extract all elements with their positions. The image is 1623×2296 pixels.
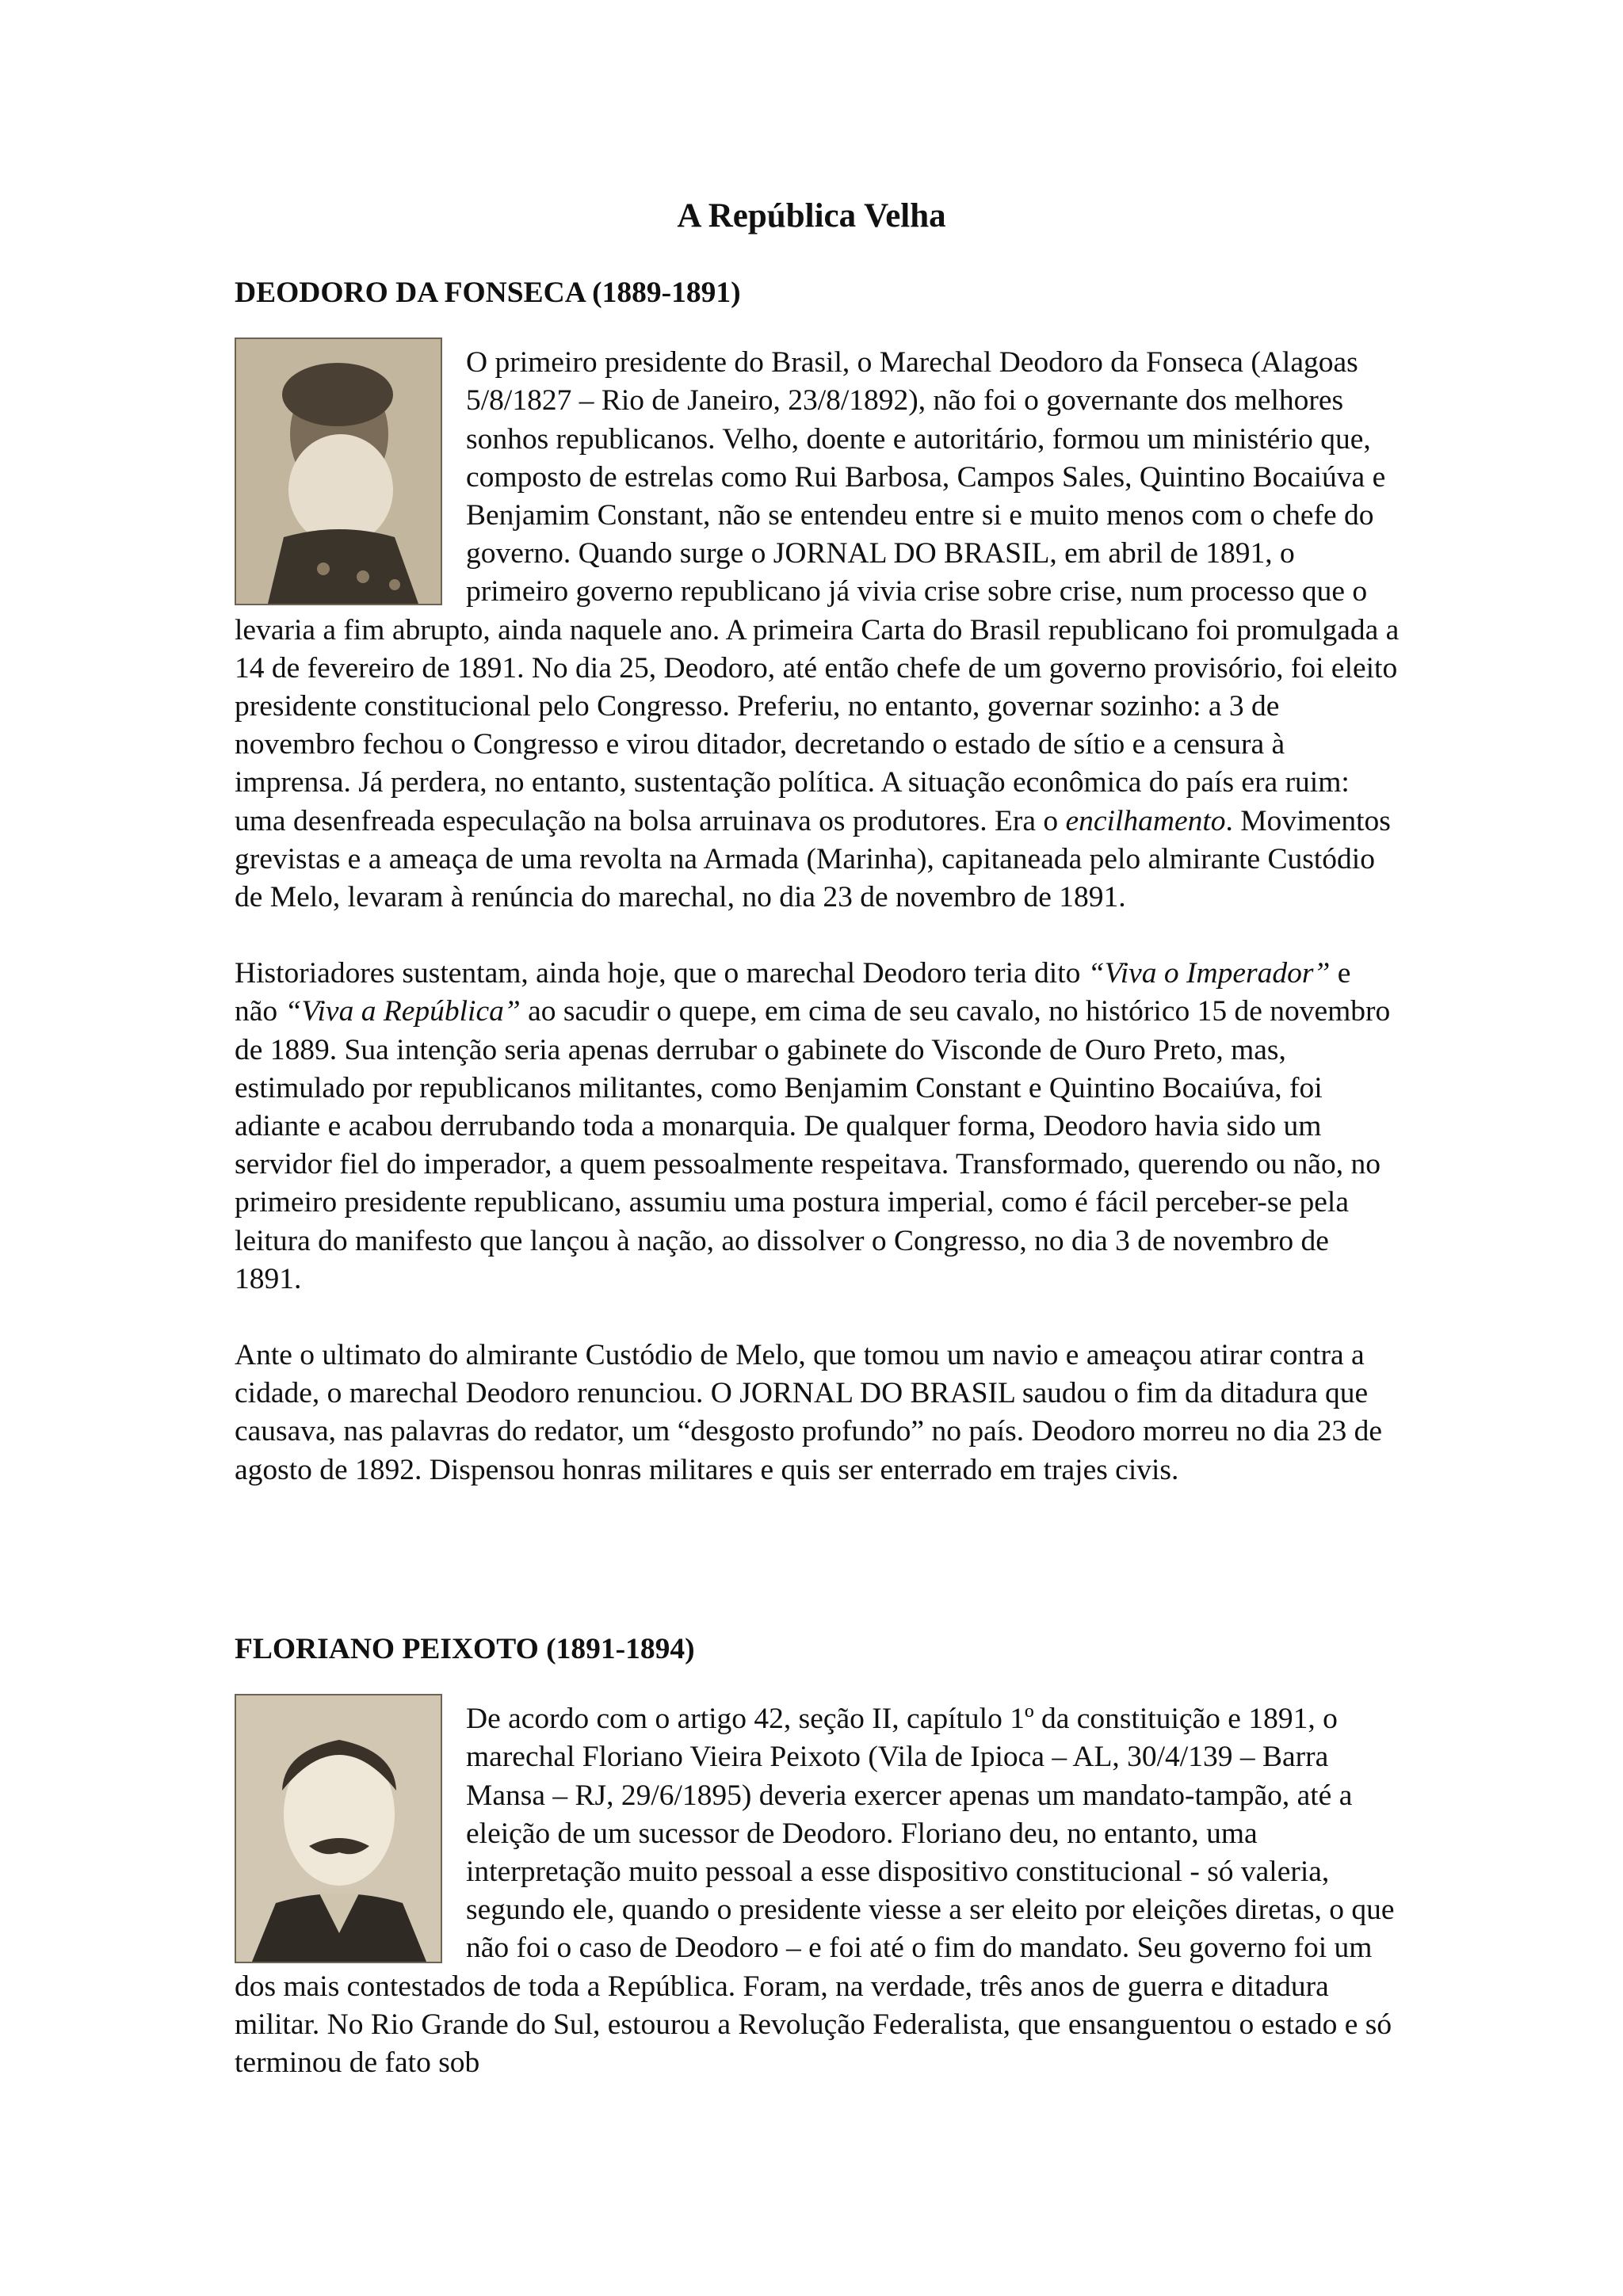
paragraph: Ante o ultimato do almirante Custódio de Melo, que tomou um navio e ameaçou atirar contra a cidade, o marechal Deodoro renunciou. O JORNAL DO BRASIL saudou o fim da ditadura que causava, nas palavras do redator, um “desgosto profundo” no país. Deodoro morreu no dia 23 de agosto de 1892. Dispensou honras militares e quis ser enterrado em trajes civis. <box>235 1339 1383 1486</box>
portrait-floriano-photo <box>235 1694 442 1963</box>
page-title: A República Velha <box>677 197 946 235</box>
section-floriano <box>235 1630 1400 2082</box>
paragraph: Historiadores sustentam, ainda hoje, que o marechal Deodoro teria dito “Viva o Imperador” e não “Viva a República” ao sacudir o quepe, em cima de seu cavalo, no histórico 15 de novembro de 1889. Sua intenção seria apenas derrubar o gabinete do Visconde de Ouro Preto, mas, estimulado por republicanos militantes, como Benjamim Constant e Quintino Bocaiúva, foi adiante e acabou derrubando toda a monarquia. De qualquer forma, Deodoro havia sido um servidor fiel do imperador, a quem pessoalmente respeitava. Transformado, querendo ou não, no primeiro presidente republicano, assumiu uma postura imperial, como é fácil perceber-se pela leitura do manifesto que lançou à nação, ao dissolver o Congresso, no dia 3 de novembro de 1891. <box>235 957 1391 1295</box>
paragraph: De acordo com o artigo 42, seção II, capítulo 1º da constituição e 1891, o marechal Floriano Vieira Peixoto (Vila de Ipioca – AL, 30/4/139 – Barra Mansa – RJ, 29/6/1895) deveria exercer apenas um mandato-tampão, até a eleição de um sucessor de Deodoro. Floriano deu, no entanto, uma interpretação muito pessoal a esse dispositivo constitucional - só valeria, segundo ele, quando o presidente viesse a ser eleito por eleições diretas, o que não foi o caso de Deodoro – e foi até o fim do mandato. Seu governo foi um dos mais contestados de toda a República. Foram, na verdade, três anos de guerra e ditadura militar. No Rio Grande do Sul, estourou a Revolução Federalista, que ensanguentou o estado e só terminou de fato sob <box>235 1703 1395 2080</box>
section-heading: FLORIANO PEIXOTO (1891-1894) <box>235 1633 695 1665</box>
section-heading: DEODORO DA FONSECA (1889-1891) <box>235 277 741 309</box>
italic-quote: “Viva a República” <box>285 995 521 1028</box>
italic-quote: “Viva o Imperador” <box>1087 957 1331 990</box>
section-deodoro <box>235 274 1400 1489</box>
portrait-icon <box>236 1695 441 1962</box>
italic-term: encilhamento <box>1065 804 1226 837</box>
paragraph: O primeiro presidente do Brasil, o Marechal Deodoro da Fonseca (Alagoas 5/8/1827 – Rio de Janeiro, 23/8/1892), não foi o governante dos melhores sonhos republicanos. Velho, doente e autoritário, formou um ministério que, composto de estrelas como Rui Barbosa, Campos Sales, Quintino Bocaiúva e Benjamim Constant, não se entendeu entre si e muito menos com o chefe do governo. Quando surge o JORNAL DO BRASIL, em abril de 1891, o primeiro governo republicano já vivia crise sobre crise, num processo que o levaria a fim abrupto, ainda naquele ano. A primeira Carta do Brasil republicano foi promulgada a 14 de fevereiro de 1891. No dia 25, Deodoro, até então chefe de um governo provisório, foi eleito presidente constitucional pelo Congresso. Preferiu, no entanto, governar sozinho: a 3 de novembro fechou o Congresso e virou ditador, decretando o estado de sítio e a censura à imprensa. Já perdera, no entanto, sustentação política. A situação econômica do país era ruim: uma desenfreada especulação na bolsa arruinava os produtores. Era o encilhamento. Movimentos grevistas e a ameaça de uma revolta na Armada (Marinha), capitaneada pelo almirante Custódio de Melo, levaram à renúncia do marechal, no dia 23 de novembro de 1891. <box>235 346 1400 914</box>
portrait-icon <box>236 339 441 604</box>
portrait-deodoro-photo <box>235 338 442 605</box>
